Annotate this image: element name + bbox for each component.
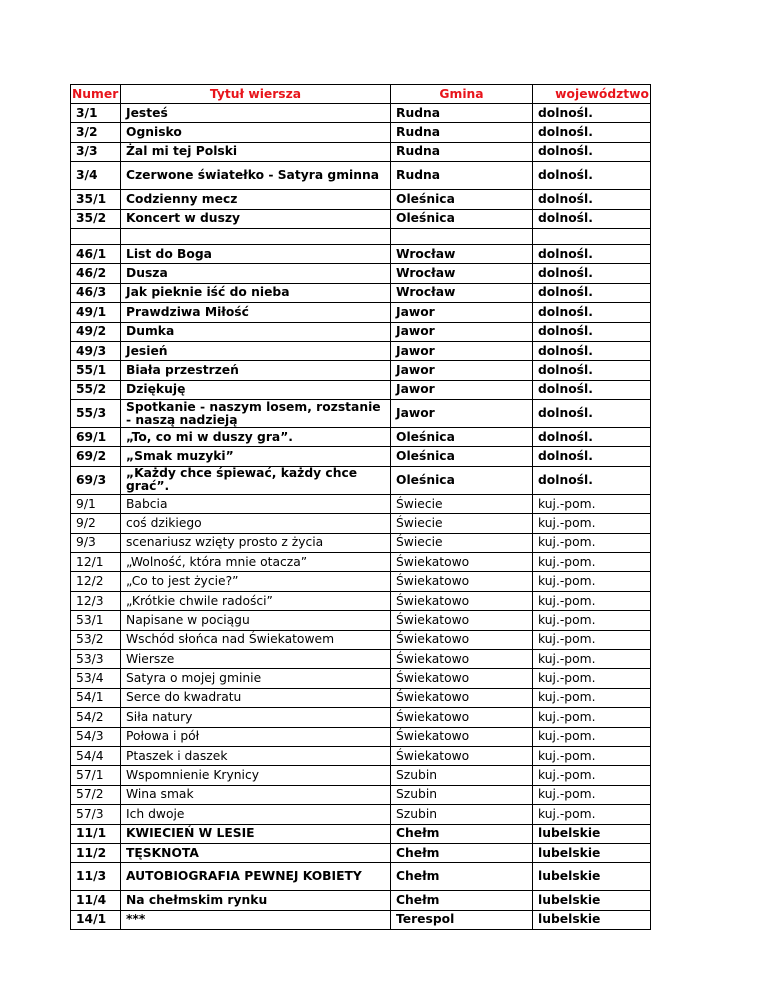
cell-tytul: Ptaszek i daszek [121,746,391,765]
cell-wojewodztwo: lubelskie [533,910,651,929]
cell-gmina: Rudna [391,104,533,123]
table-row [71,162,651,190]
cell-tytul: Dusza [121,264,391,283]
cell-wojewodztwo: lubelskie [533,891,651,910]
table-row [71,746,651,765]
table-row [71,400,651,428]
cell-tytul: Na chełmskim rynku [121,891,391,910]
cell-numer: 14/1 [71,910,121,929]
cell-gmina: Świecie [391,533,533,552]
cell-wojewodztwo: kuj.-pom. [533,553,651,572]
cell-gmina: Jawor [391,380,533,399]
cell-wojewodztwo: dolnośl. [533,244,651,263]
cell-numer: 11/1 [71,824,121,843]
table-row [71,123,651,142]
cell-numer: 3/1 [71,104,121,123]
cell-tytul: „Wolność, która mnie otacza” [121,553,391,572]
cell-gmina: Jawor [391,361,533,380]
cell-numer: 55/3 [71,400,121,428]
cell-wojewodztwo: kuj.-pom. [533,649,651,668]
cell-numer: 53/2 [71,630,121,649]
cell-wojewodztwo: dolnośl. [533,341,651,360]
cell-numer: 54/1 [71,688,121,707]
cell-numer: 53/4 [71,669,121,688]
cell-wojewodztwo: kuj.-pom. [533,514,651,533]
cell-numer: 54/3 [71,727,121,746]
cell-numer: 46/1 [71,244,121,263]
cell-gmina: Chełm [391,863,533,891]
header-numer: Numer [71,85,121,104]
cell-numer: 46/2 [71,264,121,283]
cell-wojewodztwo: dolnośl. [533,380,651,399]
cell-tytul: KWIECIEŃ W LESIE [121,824,391,843]
cell-tytul: „Krótkie chwile radości” [121,591,391,610]
table-row [71,380,651,399]
header-wojewodztwo: województwo [533,85,651,104]
cell-numer: 3/4 [71,162,121,190]
cell-numer: 12/1 [71,553,121,572]
cell-numer: 57/2 [71,785,121,804]
cell-tytul: Spotkanie - naszym losem, rozstanie - naszą nadzieją [121,400,391,428]
cell-gmina: Jawor [391,322,533,341]
cell-numer: 57/1 [71,766,121,785]
cell-numer: 54/2 [71,708,121,727]
table-row [71,322,651,341]
cell-tytul: Wspomnienie Krynicy [121,766,391,785]
cell-wojewodztwo: dolnośl. [533,190,651,209]
cell-numer [71,228,121,244]
table-row [71,891,651,910]
cell-tytul: Dumka [121,322,391,341]
cell-gmina: Świekatowo [391,708,533,727]
cell-tytul: „Co to jest życie?” [121,572,391,591]
header-row [71,85,651,104]
cell-tytul: TĘSKNOTA [121,843,391,862]
table-row [71,142,651,161]
cell-numer: 49/3 [71,341,121,360]
cell-wojewodztwo: kuj.-pom. [533,746,651,765]
cell-numer: 35/1 [71,190,121,209]
cell-tytul: Wschód słońca nad Świekatowem [121,630,391,649]
cell-numer: 3/3 [71,142,121,161]
table-row [71,910,651,929]
table-row [71,553,651,572]
cell-numer: 55/2 [71,380,121,399]
table-row [71,591,651,610]
cell-tytul: AUTOBIOGRAFIA PEWNEJ KOBIETY [121,863,391,891]
cell-wojewodztwo: kuj.-pom. [533,611,651,630]
cell-wojewodztwo: dolnośl. [533,104,651,123]
cell-tytul: Wiersze [121,649,391,668]
table-row [71,843,651,862]
header-gmina: Gmina [391,85,533,104]
cell-gmina: Wrocław [391,264,533,283]
cell-gmina: Oleśnica [391,190,533,209]
cell-gmina: Chełm [391,824,533,843]
table-row [71,104,651,123]
cell-gmina: Świekatowo [391,746,533,765]
cell-tytul: „Każdy chce śpiewać, każdy chce grać”. [121,466,391,494]
cell-wojewodztwo: dolnośl. [533,361,651,380]
cell-gmina: Rudna [391,162,533,190]
cell-tytul: Połowa i pół [121,727,391,746]
cell-wojewodztwo: lubelskie [533,824,651,843]
cell-numer: 55/1 [71,361,121,380]
table-row [71,766,651,785]
cell-tytul: Dziękuję [121,380,391,399]
cell-tytul: coś dzikiego [121,514,391,533]
cell-gmina: Świekatowo [391,611,533,630]
cell-numer: 49/2 [71,322,121,341]
cell-tytul: Czerwone światełko - Satyra gminna [121,162,391,190]
table-row [71,494,651,513]
cell-gmina: Świekatowo [391,630,533,649]
table-row [71,190,651,209]
table-row [71,727,651,746]
cell-gmina: Terespol [391,910,533,929]
cell-wojewodztwo: dolnośl. [533,162,651,190]
table-row [71,863,651,891]
cell-gmina: Świekatowo [391,669,533,688]
table-row [71,264,651,283]
cell-wojewodztwo: dolnośl. [533,322,651,341]
cell-tytul [121,228,391,244]
cell-tytul: „To, co mi w duszy gra”. [121,428,391,447]
cell-wojewodztwo: lubelskie [533,863,651,891]
cell-numer: 35/2 [71,209,121,228]
table-row [71,785,651,804]
cell-tytul: Satyra o mojej gminie [121,669,391,688]
cell-gmina: Jawor [391,303,533,322]
cell-gmina: Jawor [391,400,533,428]
cell-wojewodztwo: kuj.-pom. [533,688,651,707]
cell-gmina: Rudna [391,123,533,142]
cell-gmina: Oleśnica [391,428,533,447]
cell-tytul: List do Boga [121,244,391,263]
cell-tytul: Koncert w duszy [121,209,391,228]
cell-tytul: Napisane w pociągu [121,611,391,630]
cell-gmina: Świecie [391,494,533,513]
cell-numer: 46/3 [71,283,121,302]
cell-wojewodztwo: dolnośl. [533,447,651,466]
cell-tytul: Jesteś [121,104,391,123]
table-row [71,805,651,824]
cell-tytul: Ognisko [121,123,391,142]
cell-wojewodztwo: lubelskie [533,843,651,862]
cell-numer: 12/2 [71,572,121,591]
table-row [71,228,651,244]
cell-tytul: Prawdziwa Miłość [121,303,391,322]
table-row [71,824,651,843]
table-row [71,209,651,228]
cell-wojewodztwo: kuj.-pom. [533,766,651,785]
cell-wojewodztwo: kuj.-pom. [533,669,651,688]
cell-wojewodztwo: dolnośl. [533,303,651,322]
cell-gmina: Oleśnica [391,209,533,228]
cell-wojewodztwo: kuj.-pom. [533,591,651,610]
cell-tytul: Jak pieknie iść do nieba [121,283,391,302]
cell-numer: 12/3 [71,591,121,610]
cell-wojewodztwo: kuj.-pom. [533,533,651,552]
cell-gmina: Świecie [391,514,533,533]
cell-numer: 53/3 [71,649,121,668]
cell-gmina: Szubin [391,785,533,804]
cell-gmina: Wrocław [391,283,533,302]
cell-gmina: Wrocław [391,244,533,263]
cell-tytul: Serce do kwadratu [121,688,391,707]
cell-numer: 9/3 [71,533,121,552]
table-row [71,447,651,466]
cell-wojewodztwo [533,228,651,244]
table-row [71,466,651,494]
cell-gmina: Świekatowo [391,553,533,572]
cell-numer: 69/1 [71,428,121,447]
cell-wojewodztwo: dolnośl. [533,209,651,228]
table-row [71,514,651,533]
cell-wojewodztwo: kuj.-pom. [533,727,651,746]
cell-numer: 69/2 [71,447,121,466]
cell-tytul: *** [121,910,391,929]
cell-wojewodztwo: dolnośl. [533,283,651,302]
cell-numer: 54/4 [71,746,121,765]
table-row [71,428,651,447]
header-tytul: Tytuł wiersza [121,85,391,104]
cell-gmina: Świekatowo [391,727,533,746]
cell-numer: 11/3 [71,863,121,891]
cell-wojewodztwo: kuj.-pom. [533,708,651,727]
cell-gmina: Świekatowo [391,688,533,707]
cell-tytul: Wina smak [121,785,391,804]
cell-numer: 11/2 [71,843,121,862]
cell-tytul: Babcia [121,494,391,513]
cell-wojewodztwo: kuj.-pom. [533,785,651,804]
cell-wojewodztwo: kuj.-pom. [533,572,651,591]
table-row [71,303,651,322]
cell-tytul: Codzienny mecz [121,190,391,209]
table-row [71,341,651,360]
cell-wojewodztwo: kuj.-pom. [533,630,651,649]
cell-numer: 11/4 [71,891,121,910]
cell-gmina: Szubin [391,805,533,824]
cell-numer: 57/3 [71,805,121,824]
cell-gmina [391,228,533,244]
cell-numer: 49/1 [71,303,121,322]
cell-numer: 9/1 [71,494,121,513]
cell-gmina: Świekatowo [391,591,533,610]
cell-numer: 53/1 [71,611,121,630]
cell-gmina: Świekatowo [391,572,533,591]
cell-tytul: Żal mi tej Polski [121,142,391,161]
cell-wojewodztwo: dolnośl. [533,264,651,283]
cell-gmina: Świekatowo [391,649,533,668]
table-row [71,533,651,552]
table-row [71,708,651,727]
cell-numer: 69/3 [71,466,121,494]
cell-wojewodztwo: dolnośl. [533,123,651,142]
cell-wojewodztwo: dolnośl. [533,142,651,161]
cell-gmina: Oleśnica [391,466,533,494]
cell-gmina: Oleśnica [391,447,533,466]
cell-tytul: Jesień [121,341,391,360]
table-row [71,361,651,380]
cell-gmina: Chełm [391,891,533,910]
table-row [71,649,651,668]
table-row [71,283,651,302]
cell-wojewodztwo: kuj.-pom. [533,805,651,824]
cell-wojewodztwo: kuj.-pom. [533,494,651,513]
cell-gmina: Rudna [391,142,533,161]
cell-wojewodztwo: dolnośl. [533,466,651,494]
cell-numer: 3/2 [71,123,121,142]
cell-numer: 9/2 [71,514,121,533]
cell-wojewodztwo: dolnośl. [533,400,651,428]
cell-tytul: „Smak muzyki” [121,447,391,466]
table-row [71,611,651,630]
cell-tytul: Siła natury [121,708,391,727]
cell-tytul: scenariusz wzięty prosto z życia [121,533,391,552]
table-row [71,688,651,707]
table-row [71,669,651,688]
cell-tytul: Biała przestrzeń [121,361,391,380]
cell-wojewodztwo: dolnośl. [533,428,651,447]
table-row [71,572,651,591]
cell-gmina: Chełm [391,843,533,862]
cell-gmina: Szubin [391,766,533,785]
cell-gmina: Jawor [391,341,533,360]
table-row [71,244,651,263]
poems-table [70,84,651,930]
cell-tytul: Ich dwoje [121,805,391,824]
table-row [71,630,651,649]
